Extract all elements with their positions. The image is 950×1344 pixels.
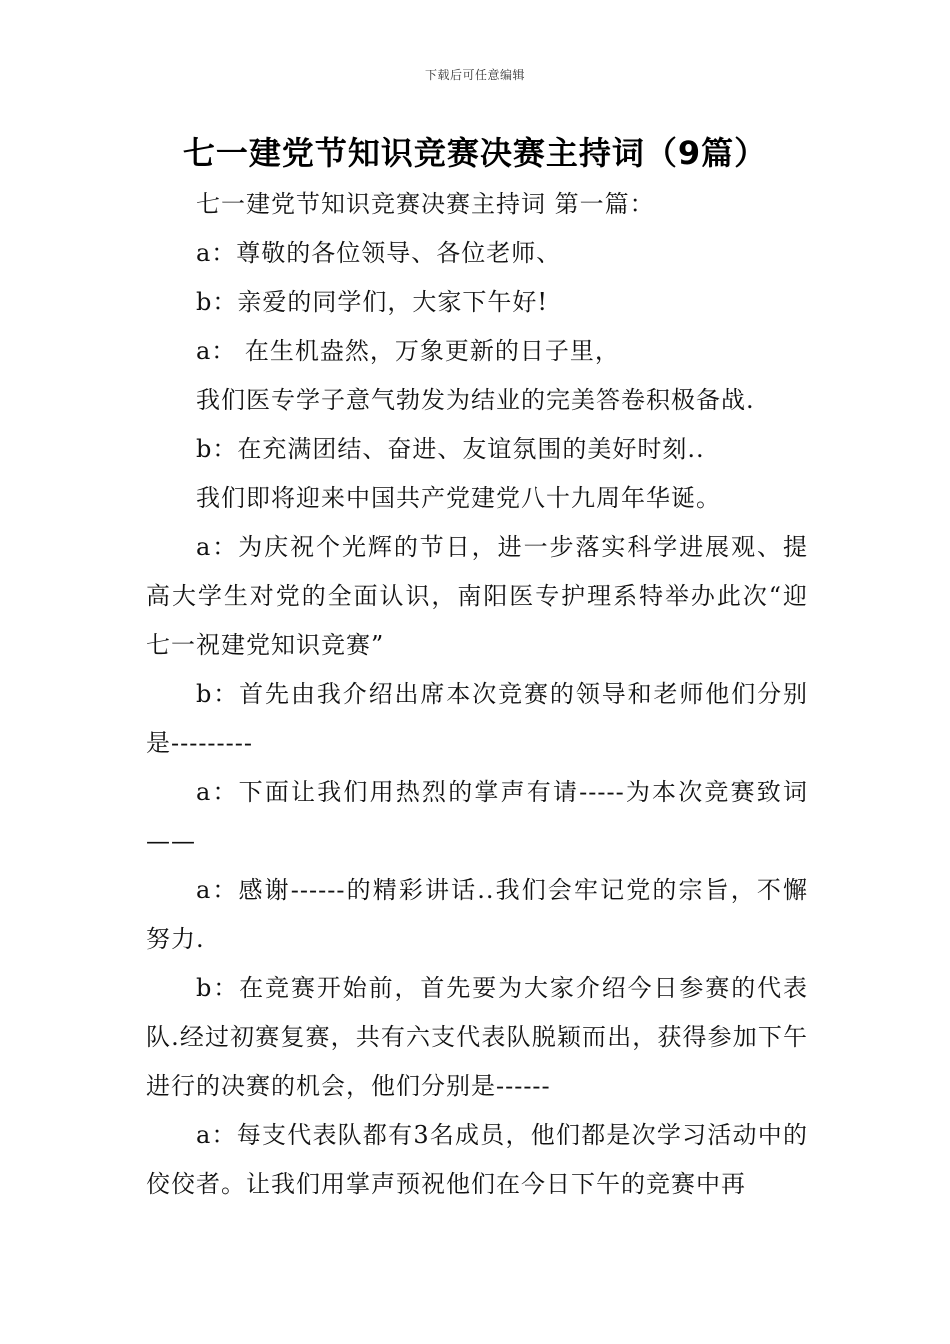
header-note: 下载后可任意编辑 [424, 68, 525, 82]
paragraph: 我们即将迎来中国共产党建党八十九周年华诞。 [196, 484, 721, 512]
paragraph: 我们医专学子意气勃发为结业的完美答卷积极备战. [196, 386, 755, 414]
paragraph: b：首先由我介绍出席本次竞赛的领导和老师他们分别是--------- [146, 680, 808, 757]
document-body [146, 180, 808, 1209]
document-title: 七一建党节知识竞赛决赛主持词（9篇） [182, 134, 768, 172]
paragraph: a：下面让我们用热烈的掌声有请-----为本次竞赛致词—— [146, 778, 808, 855]
paragraph: a：每支代表队都有3名成员，他们都是次学习活动中的佼佼者。让我们用掌声预祝他们在今日下午的竞赛中再 [146, 1121, 808, 1198]
paragraph: b：在充满团结、奋进、友谊氛围的美好时刻.. [196, 435, 705, 463]
paragraph: b：在竞赛开始前，首先要为大家介绍今日参赛的代表队.经过初赛复赛，共有六支代表队脱颖而出，获得参加下午进行的决赛的机会，他们分别是------ [146, 974, 808, 1100]
paragraph: b：亲爱的同学们，大家下午好! [196, 288, 549, 316]
paragraph: a： 在生机盎然，万象更新的日子里， [196, 337, 620, 365]
paragraph: a：尊敬的各位领导、各位老师、 [196, 239, 562, 267]
paragraph: a：为庆祝个光辉的节日，进一步落实科学进展观、提高大学生对党的全面认识，南阳医专护理系特举办此次“迎七一祝建党知识竞赛” [146, 533, 808, 659]
paragraph: 七一建党节知识竞赛决赛主持词 第一篇： [196, 190, 655, 218]
paragraph: a：感谢------的精彩讲话..我们会牢记党的宗旨，不懈努力. [146, 876, 808, 953]
